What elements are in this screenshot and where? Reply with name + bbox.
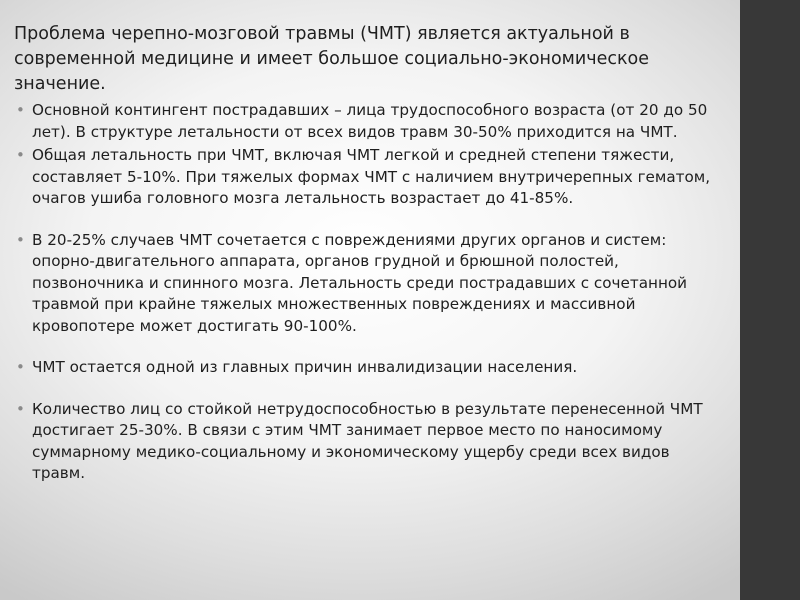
bullet-icon: • <box>16 146 25 164</box>
bullet-icon: • <box>16 230 25 249</box>
bullet-text: Общая летальность при ЧМТ, включая ЧМТ легкой и средней степени тяжести, составляет 5-10%. При тяжелых формах ЧМТ с наличием внутричерепных гематом, очагов ушиба головного мозга летальность возрастает до 41-85%. <box>32 146 711 207</box>
bullet-item-disability <box>14 357 726 379</box>
bullet-item-contingent <box>14 100 726 143</box>
bullet-text: В 20-25% случаев ЧМТ сочетается с повреждениями других органов и систем: опорно-двигательного аппарата, органов грудной и брюшной полостей, позвоночника и спинного мозга. Летальность среди пострадавших с сочетанной травмой при крайне тяжелых множественных повреждениях и массивной кровопотере может достигать 90-100%. <box>32 230 688 335</box>
bullet-icon: • <box>16 358 25 376</box>
bullet-item-mortality <box>14 145 726 210</box>
bullet-icon: • <box>16 101 25 119</box>
bullet-text: ЧМТ остается одной из главных причин инвалидизации населения. <box>32 358 578 376</box>
bullet-text: Основной контингент пострадавших – лица трудоспособного возраста (от 20 до 50 лет). В структуре летальности от всех видов травм 30-50% приходится на ЧМТ. <box>32 101 708 141</box>
side-bar <box>740 0 800 600</box>
bullet-text: Количество лиц со стойкой нетрудоспособностью в результате перенесенной ЧМТ достигает 25-30%. В связи с этим ЧМТ занимает первое место по наносимому суммарному медико-социальному и экономическому ущербу среди всех видов травм. <box>32 399 703 482</box>
bullet-item-incapacity <box>14 399 726 485</box>
bullet-list <box>14 100 726 487</box>
bullet-item-combined-trauma <box>14 230 726 338</box>
bullet-icon: • <box>16 399 25 418</box>
slide-heading: Проблема черепно-мозговой травмы (ЧМТ) является актуальной в современной медицине и имеет большое социально-экономическое значение. <box>14 24 650 94</box>
